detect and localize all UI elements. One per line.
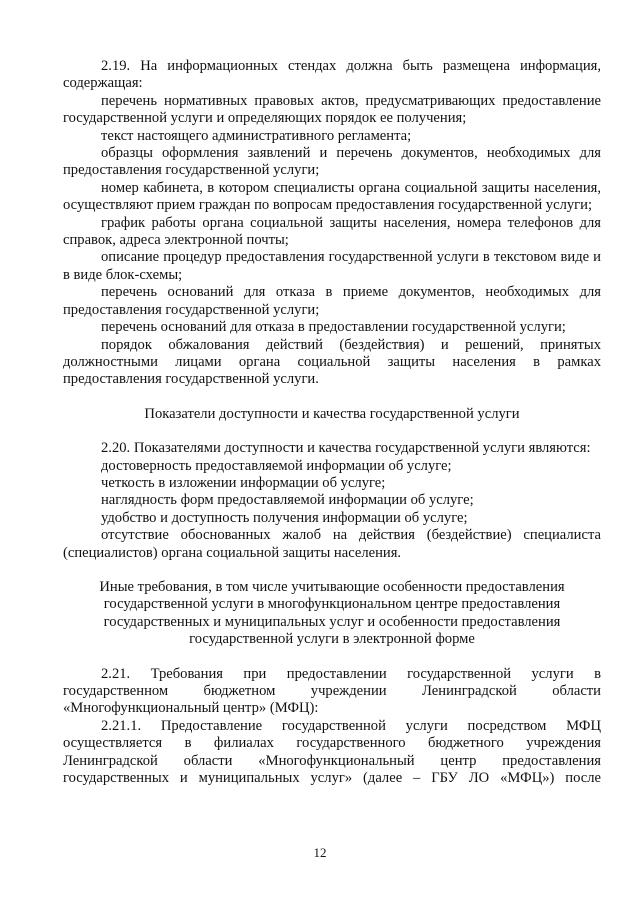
paragraph-2-20-intro: 2.20. Показателями доступности и качества государственной услуги являются: bbox=[101, 440, 591, 457]
paragraph-2-21: 2.21. Требования при предоставлении государственной услуги в государственном бюджетном учреждении Ленинградской области «Многофункциональный центр» (МФЦ): bbox=[63, 665, 601, 717]
heading-line: государственной услуги в многофункциональном центре предоставления bbox=[103, 596, 561, 613]
list-item: порядок обжалования действий (бездействия) и решений, принятых должностными лицами органа социальной защиты населения в рамках предоставления государственной услуги. bbox=[63, 336, 601, 388]
heading-line: Иные требования, в том числе учитывающие особенности предоставления bbox=[99, 578, 565, 595]
list-item: описание процедур предоставления государственной услуги в текстовом виде и в виде блок-схемы; bbox=[63, 249, 601, 283]
list-item: четкость в изложении информации об услуге; bbox=[101, 474, 386, 491]
list-item: наглядность форм предоставляемой информации об услуге; bbox=[101, 492, 474, 509]
list-item: перечень оснований для отказа в предоставлении государственной услуги; bbox=[101, 319, 566, 336]
page-number: 12 bbox=[313, 845, 327, 860]
list-item: удобство и доступность получения информации об услуге; bbox=[101, 509, 468, 526]
list-item: текст настоящего административного регламента; bbox=[101, 127, 412, 144]
heading-line: государственной услуги в электронной форме bbox=[189, 631, 475, 648]
list-item: перечень нормативных правовых актов, предусматривающих предоставление государственной услуги и определяющих порядок ее получения; bbox=[63, 92, 601, 127]
document-page bbox=[63, 58, 601, 787]
list-item: достоверность предоставляемой информации об услуге; bbox=[101, 457, 452, 474]
list-item: образцы оформления заявлений и перечень документов, необходимых для предоставления государственной услуги; bbox=[63, 145, 601, 179]
list-item: график работы органа социальной защиты населения, номера телефонов для справок, адреса электронной почты; bbox=[63, 214, 601, 249]
heading-line: государственных и муниципальных услуг и особенности предоставления bbox=[103, 613, 561, 630]
paragraph-2-19-intro: 2.19. На информационных стендах должна быть размещена информация, содержащая: bbox=[63, 58, 601, 92]
list-item: номер кабинета, в котором специалисты органа социальной защиты населения, осуществляют прием граждан по вопросам предоставления государственной услуги; bbox=[63, 179, 601, 214]
section-heading-accessibility: Показатели доступности и качества государственной услуги bbox=[144, 405, 520, 422]
list-item: перечень оснований для отказа в приеме документов, необходимых для предоставления государственной услуги; bbox=[63, 284, 601, 318]
list-item: отсутствие обоснованных жалоб на действия (бездействие) специалиста (специалистов) органа социальной защиты населения. bbox=[63, 527, 601, 561]
paragraph-2-21-1: 2.21.1. Предоставление государственной услуги посредством МФЦ осуществляется в филиалах государственного бюджетного учреждения Ленинградской области «Многофункциональный центр предоставления государственных и муниципальных услуг» (далее – ГБУ ЛО «МФЦ») после bbox=[63, 717, 601, 787]
section-heading-other-requirements bbox=[63, 579, 601, 649]
